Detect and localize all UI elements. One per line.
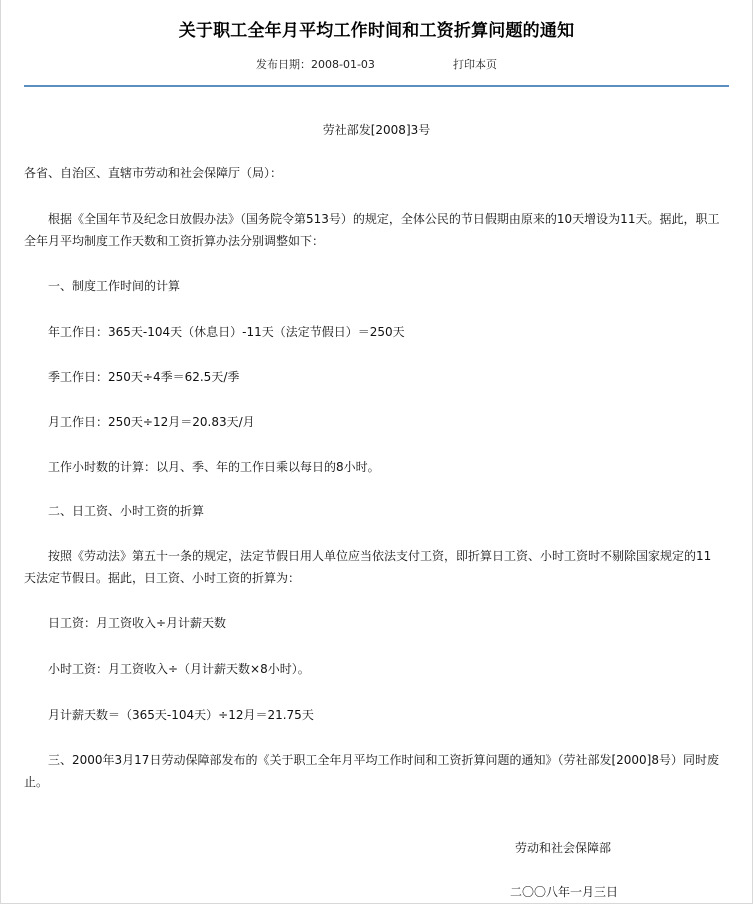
section-1-heading: 一、制度工作时间的计算: [48, 279, 181, 293]
hourly-wage-formula: 小时工资：月工资收入÷（月计薪天数×8小时）。: [48, 662, 310, 676]
section-2-heading: 二、日工资、小时工资的折算: [48, 504, 205, 518]
work-hours-calculation: 工作小时数的计算：以月、季、年的工作日乘以每日的8小时。: [48, 460, 380, 474]
monthly-workdays: 月工作日：250天÷12月＝20.83天/月: [48, 415, 255, 429]
intro-paragraph-line-2: 全年月平均制度工作天数和工资折算办法分别调整如下：: [24, 234, 325, 248]
daily-wage-formula: 日工资：月工资收入÷月计薪天数: [48, 616, 227, 630]
page-title: 关于职工全年月平均工作时间和工资折算问题的通知: [178, 21, 575, 41]
labor-law-paragraph-line-2: 天法定节假日。据此，日工资、小时工资的折算为：: [24, 571, 301, 585]
signature-date: 二〇〇八年一月三日: [510, 885, 619, 899]
quarterly-workdays: 季工作日：250天÷4季＝62.5天/季: [48, 370, 240, 384]
annual-workdays: 年工作日：365天-104天（休息日）-11天（法定节假日）＝250天: [48, 325, 405, 339]
labor-law-paragraph-line-1: 按照《劳动法》第五十一条的规定，法定节假日用人单位应当依法支付工资，即折算日工资、小时工资时不剔除国家规定的11: [48, 549, 712, 563]
print-page-link[interactable]: 打印本页: [453, 58, 497, 71]
section-3-line-2: 止。: [24, 775, 49, 789]
document-number: 劳社部发[2008]3号: [322, 123, 431, 137]
signature-organization: 劳动和社会保障部: [515, 841, 612, 855]
section-3-line-1: 三、2000年3月17日劳动保障部发布的《关于职工全年月平均工作时间和工资折算问题的通知》（劳社部发[2000]8号）同时废: [48, 753, 719, 767]
publish-date: 发布日期：2008-01-03: [256, 58, 375, 71]
recipients: 各省、自治区、直辖市劳动和社会保障厅（局）：: [24, 166, 283, 180]
intro-paragraph-line-1: 根据《全国年节及纪念日放假办法》（国务院令第513号）的规定，全体公民的节日假期由原来的10天增设为11天。据此，职工: [48, 212, 720, 226]
paid-days-formula: 月计薪天数＝（365天-104天）÷12月＝21.75天: [48, 708, 314, 722]
header-divider: [24, 85, 729, 87]
